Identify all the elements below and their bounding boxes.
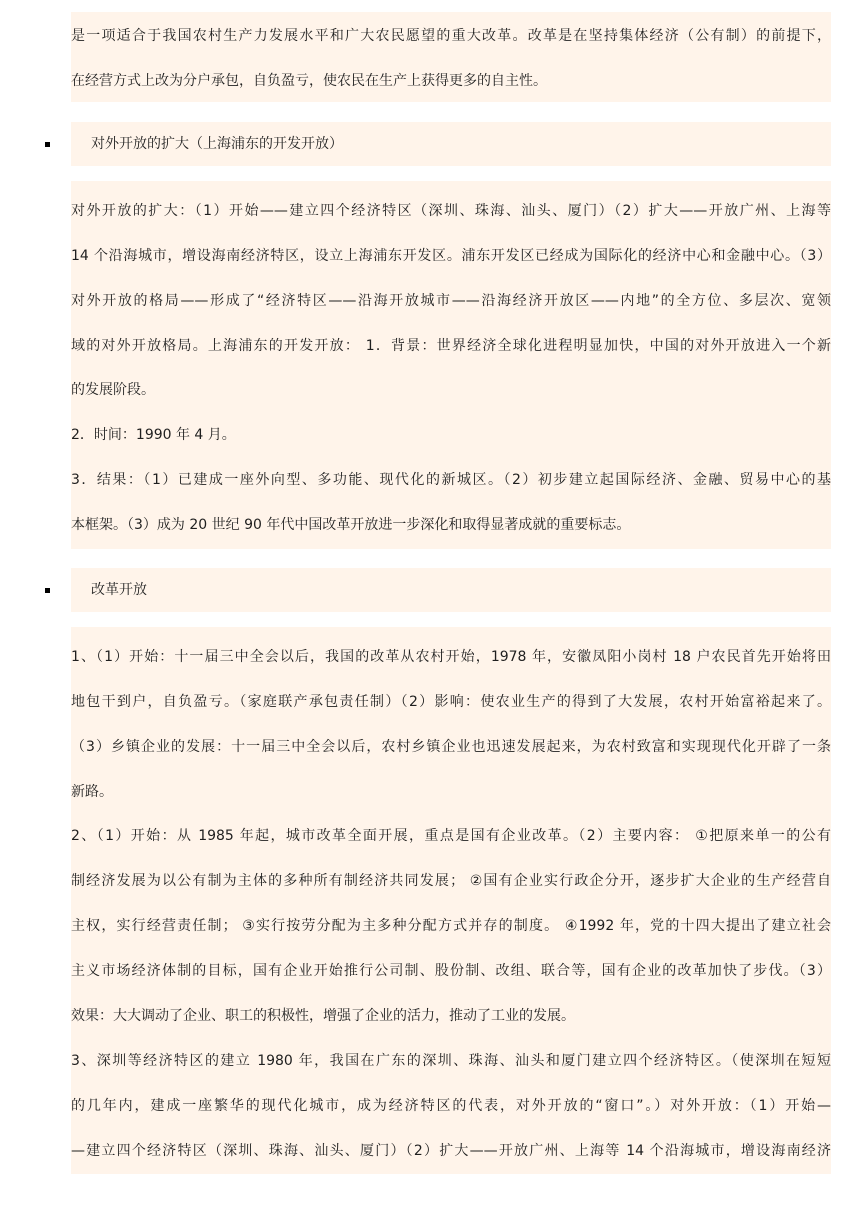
text-line: 在经营方式上改为分户承包，自负盈亏，使农民在生产上获得更多的自主性。	[71, 73, 547, 89]
section-heading-text: 改革开放	[91, 582, 147, 598]
text-line: 的几年内，建成一座繁华的现代化城市，成为经济特区的代表，对外开放的“窗口”。）对外开放：（1）开始—	[71, 1098, 831, 1114]
text-line: 1、（1）开始：十一届三中全会以后，我国的改革从农村开始，1978 年，安徽凤阳小岗村 18 户农民首先开始将田	[71, 649, 831, 665]
text-line: 对外开放的格局——形成了“经济特区——沿海开放城市——沿海经济开放区——内地”的全方位、多层次、宽领	[71, 293, 831, 309]
text-line: 2、（1）开始：从 1985 年起，城市改革全面开展，重点是国有企业改革。（2）主要内容： ①把原来单一的公有	[71, 828, 831, 844]
section-body	[71, 181, 831, 549]
section-heading-text: 对外开放的扩大（上海浦东的开发开放）	[91, 136, 343, 152]
text-line: 域的对外开放格局。上海浦东的开发开放： 1．背景：世界经济全球化进程明显加快，中国的对外开放进入一个新	[71, 338, 831, 354]
text-line: 地包干到户，自负盈亏。（家庭联产承包责任制）（2）影响：使农业生产的得到了大发展，农村开始富裕起来了。	[71, 694, 831, 710]
section-heading	[71, 122, 831, 166]
text-line: 是一项适合于我国农村生产力发展水平和广大农民愿望的重大改革。改革是在坚持集体经济（公有制）的前提下，	[71, 28, 831, 44]
text-line: 的发展阶段。	[71, 382, 155, 398]
text-line: 制经济发展为以公有制为主体的多种所有制经济共同发展； ②国有企业实行政企分开，逐步扩大企业的生产经营自	[71, 873, 831, 889]
section-heading	[71, 568, 831, 612]
bullet-icon	[45, 142, 50, 147]
intro-paragraph	[71, 12, 831, 102]
text-line: —建立四个经济特区（深圳、珠海、汕头、厦门）（2）扩大——开放广州、上海等 14 个沿海城市，增设海南经济	[71, 1143, 831, 1159]
text-line: 14 个沿海城市，增设海南经济特区，设立上海浦东开发区。浦东开发区已经成为国际化的经济中心和金融中心。（3）	[71, 248, 831, 264]
text-line: 3．结果：（1）已建成一座外向型、多功能、现代化的新城区。（2）初步建立起国际经济、金融、贸易中心的基	[71, 472, 831, 488]
section-body	[71, 627, 831, 1174]
text-line: 3、深圳等经济特区的建立 1980 年，我国在广东的深圳、珠海、汕头和厦门建立四个经济特区。（使深圳在短短	[71, 1053, 831, 1069]
text-line: 主义市场经济体制的目标，国有企业开始推行公司制、股份制、改组、联合等，国有企业的改革加快了步伐。（3）	[71, 963, 831, 979]
text-line: 本框架。（3）成为 20 世纪 90 年代中国改革开放进一步深化和取得显著成就的重要标志。	[71, 517, 631, 533]
text-line: 效果：大大调动了企业、职工的积极性，增强了企业的活力，推动了工业的发展。	[71, 1008, 575, 1024]
text-line: 2．时间：1990 年 4 月。	[71, 427, 236, 443]
text-line: 对外开放的扩大：（1）开始——建立四个经济特区（深圳、珠海、汕头、厦门）（2）扩大——开放广州、上海等	[71, 203, 831, 219]
text-line: （3）乡镇企业的发展：十一届三中全会以后，农村乡镇企业也迅速发展起来，为农村致富和实现现代化开辟了一条	[71, 739, 831, 755]
text-line: 主权，实行经营责任制； ③实行按劳分配为主多种分配方式并存的制度。 ④1992 年，党的十四大提出了建立社会	[71, 918, 831, 934]
bullet-icon	[45, 588, 50, 593]
text-line: 新路。	[71, 784, 113, 800]
